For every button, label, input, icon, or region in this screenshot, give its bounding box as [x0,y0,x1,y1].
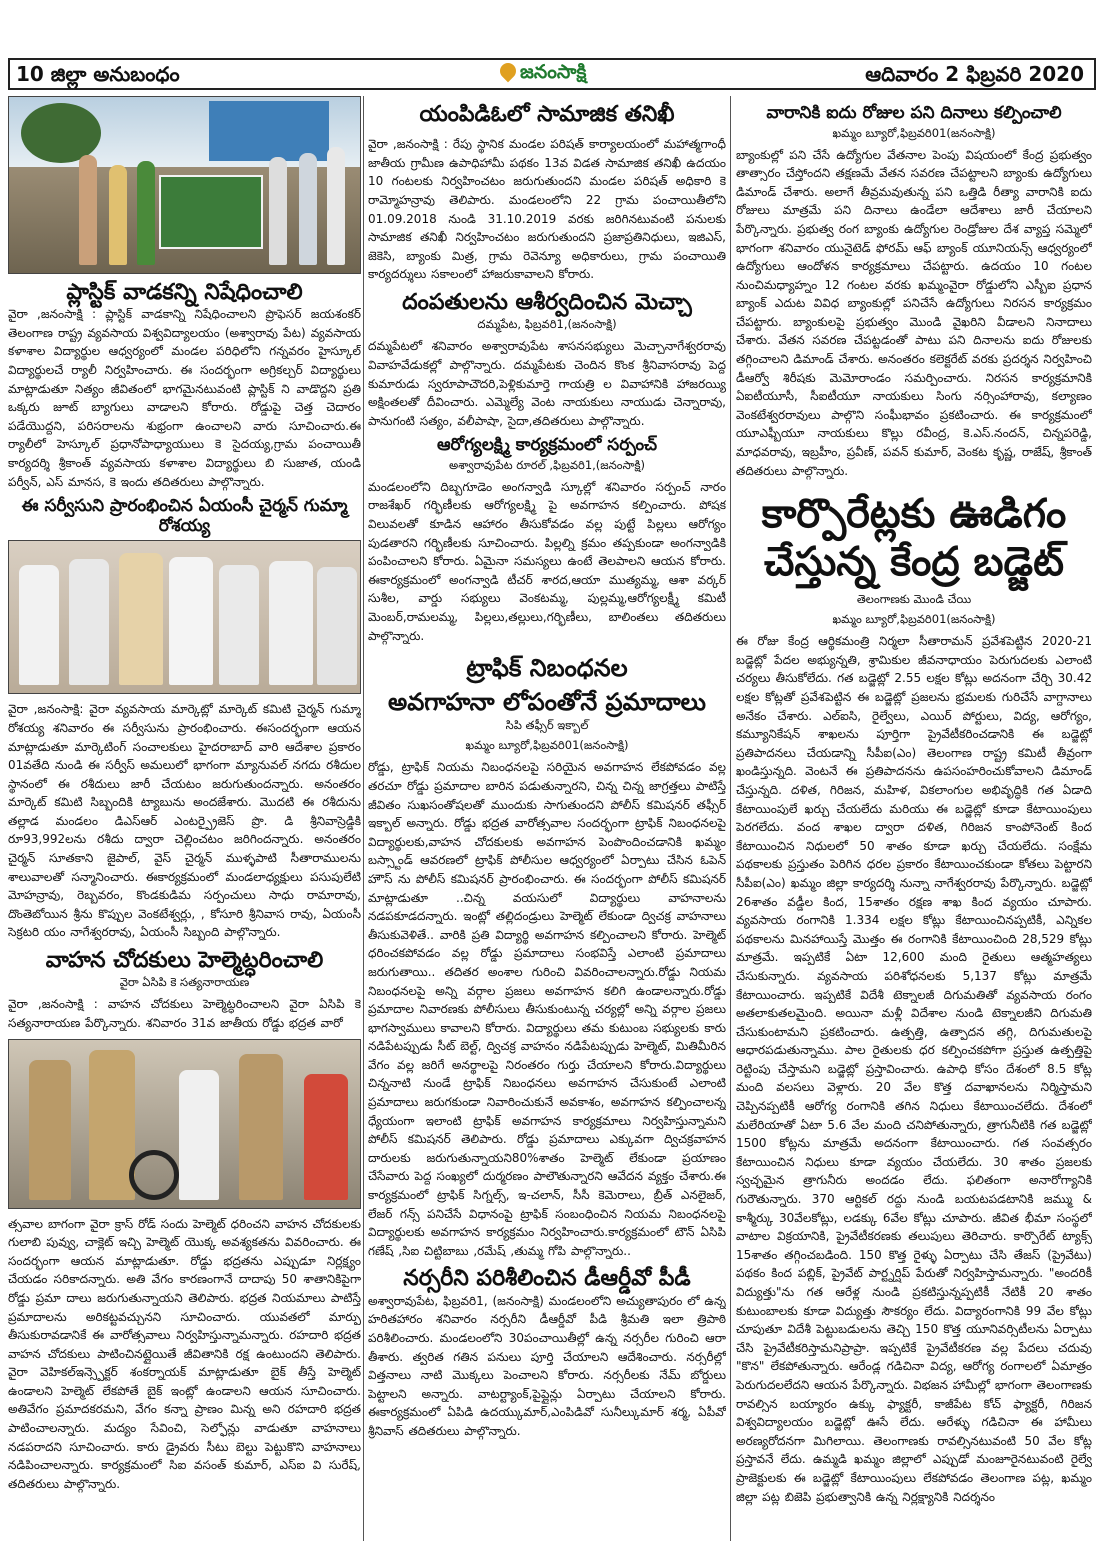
dateline-mla-wedding: దమ్మపేట, ఫిబ్రవరి1,(జనంసాక్షి) [477,317,617,332]
column-2 [368,96,726,1541]
article-arogyalakshmi: మండలంలోని దిబ్బగూడెం అంగన్వాడి స్కూల్లో శనివారం సర్పంచ్ నారం రాజశేఖర్ గర్భిణీలకు ఆరోగ్యలక్ష్మి పై అవగాహన కల్పించారు. పోషక విలువలతో కూడిన ఆహారం తీసుకోవడం వల్ల పుట్టే పిల్లలు ఆరోగ్యం పుడతారని గర్భిణీలకు సూచించారు. పిల్లల్ని క్రమం తప్పకుండా అంగన్వాడికి పంపించాలని కోరారు. ఏమైనా సమస్యలు ఉంటే తెలపాలని ఆయన కోరారు. ఈకార్యక్రమంలో అంగన్వాడి టీచర్ శారద,ఆయా ముత్యమ్మ, ఆశా వర్కర్ సుశీల, వార్డు సభ్యులు వెంకటమ్మ, పుల్లమ్మ,ఆరోగ్యలక్ష్మీ కమిటీ మెంబర్,రామలమ్మ, పిల్లలు,తల్లులు,గర్భిణీలు, బాలింతలు తదితరులు పాల్గొన్నారు. [368,479,726,643]
dateline-arogyalakshmi: అశ్వారావుపేట రూరల్ ,ఫిబ్రవరి1,(జనంసాక్షి) [449,457,645,472]
logo-icon [497,60,520,83]
column-1 [8,96,361,1541]
dateline-bank-strike: ఖమ్మం బ్యూరో,ఫిబ్రవరి01(జనంసాక్షి) [832,125,996,140]
article-helmet-part1: వైరా ,జనంసాక్షి : వాహన చోదకులు హెల్మెట్ధరించాలని వైరా ఏసిపి కె సత్యనారాయణ పేర్కొన్నారు. శనివారం 31వ జాతీయ రోడ్డు భద్రత వారో [8,997,361,1030]
newspaper-name: జనంసాక్షి [520,61,587,83]
newspaper-logo [500,61,586,88]
headline-budget-2: చేస్తున్న కేంద్ర బడ్జెట్ [763,539,1064,586]
photo-helmet-drive [8,1039,361,1209]
article-e-service: వైరా ,జనంసాక్షి: వైరా వ్యవసాయ మార్కెట్లో మార్కెట్ కమిటి చైర్మన్ గుమ్మా రోశయ్య శనివారం ఈ సర్వీసును ప్రారంభించారు. ఈసందర్భంగా ఆయన మాట్లాడుతూ మార్కెటింగ్ సంచాలకులు హైదరాబాద్ వారి ఆదేశాల ప్రకారం 01వతేది నుండి ఈ సర్వీస్ అమలులో భాగంగా మ్యానువల్ నగదు రశీదుల స్థానంలో ఈ రశీదులు జారీ చేయటం జరుగుతుందన్నారు. అనంతరం మార్కెట్ కమిటి సిబ్బందికి ట్యాబును అందజేశారు. మొదటి ఈ రశీదును తల్లాడ మండలం డిఎస్ఆర్ ఎంటర్ప్రైజెస్ ప్రొ. డి శ్రీనివాస్రెడ్డికి రూ93,992లను రశీదు ద్వారా చెల్లించటం జరిగిందన్నారు. అనంతరం చైర్మన్ సూతకాని జైపాల్, వైస్ చైర్మన్ ముళ్ళపాటి సీతారాములను శాలువాలతో సన్మానించారు. ఈకార్యక్రమంలో మండలాధ్యక్షులు పసుపులేటి మోహన్రావు, రెబ్బవరం, కొండకుడిమ సర్పంచులు సాధు రామారావు, దొంతెబోయిన శ్రీను కొప్పుల వెంకటేశ్వర్లు, , కోసూరి శ్రీనివాస రావు, ఏయంసీ సెక్రటరి యం నాగేశ్వరరావు, ఏయంసీ సిబ్బంది పాల్గొన్నారు. [8,702,361,940]
article-helmet-part2: త్సవాల బాగంగా వైరా క్రాస్ రోడ్ సందు హెల్మెట్ ధరించని వాహన చోదకులకు గులాబి పువ్వు, చాక్లెట్ ఇచ్చి హెల్మెట్ యొక్క అవశ్యకతను వివరించారు. ఈ సందర్భంగా ఆయన మాట్లాడుతూ. రోడ్డు భద్రతను ఎప్పుడూ నిర్లక్ష్యం చేయడం సరికాదన్నారు. అతి వేగం కారణంగానే దాదాపు 50 శాతానికిపైగా రోడ్డు ప్రమా దాలు జరుగుతున్నాయని తెలిపారు. భద్రత నియమాలు పాటిస్తే ప్రమాదాలను అరికట్టవచ్చునని సూచించారు. యువతలో మార్పు తీసుకురావడానికే ఈ వారోత్సవాలు నిర్వహిస్తున్నామన్నారు. రహదారి భద్రత వాహన చోదకులు పాటించినట్లైయితే జీవితానికి రక్ష ఉంటుందని తెలిపారు. వైరా వెహికల్ఇన్స్పెక్టర్ శంకర్నాయక్ మాట్లాడుతూ బైక్ తీస్తే హెల్మెట్ ఉండాలని హెల్మెట్ లేకపోతే బైక్ ఇంట్లో ఉండాలని ఆయన సూచించారు. అతివేగం ప్రమాదకరమని, వేగం కన్నా ప్రాణం మిన్న అని రహదారి భద్రత పాటించాలన్నారు. మద్యం సేవించి, సెల్ఫోన్లు వాడుతూ వాహనాలు నడపరాదని సూచించారు. కారు డ్రైవరు సీటు బెల్టు పెట్టుకొని వాహనాలు నడిపించాలన్నారు. కార్యక్రమంలో సిఐ వసంత్ కుమార్, ఎస్ఐ వి సురేష్, తదితరులు పాల్గొన్నారు. [8,1216,361,1491]
column-divider [363,96,364,1541]
page-number-section: 10 జిల్లా అనుబంధం [16,62,180,86]
dateline-traffic: ఖమ్మం బ్యూరో,ఫిబ్రవరి01(జనంసాక్షి) [465,738,629,753]
article-traffic: రోడ్డు, ట్రాఫిక్ నియమ నిబంధనలపై సరియైన అవగాహన లేకపోవడం వల్ల తరచూ రోడ్డు ప్రమాదాల బారిన పడుతున్నారని, చిన్న చిన్న జాగ్రత్తలు పాటిస్తే జీవితం సుఖసంతోషలతో ముందుకు సాగుతుందని పోలీస్ కమిషనర్ తఫ్సీర్ ఇక్బాల్ అన్నారు. రోడ్డు భద్రత వారోత్సవాల సందర్భంగా ట్రాఫిక్ నిబంధనలపై విద్యార్థులకు,వాహన చోదకులకు అవగాహన పెంపొందించడానికి ఖమ్మం బస్స్టాండ్ ఆవరణలో ట్రాఫిక్ పోలీసుల ఆధ్వర్యంలో ఏర్పాటు చేసిన ఓపెన్ హౌస్ ను పోలీస్ కమిషనర్ ప్రారంభించారు. ఈ సందర్భంగా పోలీస్ కమిషనర్ మాట్లాడుతూ ..చిన్న వయసులో విద్యార్థులు వాహనాలను నడపకూడదన్నారు. ఇంట్లో తల్లిదండ్రులు హెల్మెట్ లేకుండా ద్విచక్ర వాహనాలు తీసుకువెళితే.. వారికి ప్రతి విద్యార్థి అవగాహన కల్పించాలని కోరారు. హెల్మెట్ ధరించకపోవడం వల్ల రోడ్డు ప్రమాదాలు సంభవిస్తే ఎలాంటి ప్రమాదాలు జరుగుతాయి.. తదితర అంశాల గురించి వివరించాలన్నారు.రోడ్డు నియమ నిబంధనలపై అన్ని వర్గాల ప్రజలు అవగాహన కలిగి ఉండాలన్నారు.రోడ్డు ప్రమాదాల నివారణకు పోలీసులు తీసుకుంటున్న చర్యల్లో అన్ని వర్గాల ప్రజలు భాగస్వాములు కావాలని కోరారు. విద్యార్థులు తమ కుటుంబ సభ్యులకు కారు నడిపేటప్పుడు సీట్ బెల్ట్, ద్విచక్ర వాహనం నడిపేటప్పుడు హెల్మెట్, మితిమీరిన వేగం వల్ల జరిగే అనర్థాలపై నిరంతరం గుర్తు చేయాలని కోరారు.విద్యార్థులు చిన్ననాటి నుండే ట్రాఫిక్ నిబంధనలు అవగాహన చేసుకుంటే ఎలాంటి ప్రమాదాలు జరుగకుండా నివారించుకునే అవకాశం, అవగాహన కల్పించాలన్న ధ్యేయంగా ఇలాంటి ట్రాఫిక్ అవగాహన కార్యక్రమాలు నిర్వహిస్తున్నామని పోలీస్ కమిషనర్ తెలిపారు. రోడ్డు ప్రమాదాలు ఎక్కువగా ద్విచక్రవాహన దారులకు జరుగుతున్నాయని80%శాతం హెల్మెట్ లేకుండా ప్రయాణం చేసేవారు పెద్ద సంఖ్యలో దుర్మరణం పాలౌతున్నారని ఆవేదన వ్యక్తం చేశారు.ఈ కార్యక్రమంలో ట్రాఫిక్ సిగ్నల్స్, ఇ-చలాన్, సీసీ కెమెరాలు, బ్రీత్ ఎనలైజర్, లేజర్ గన్స్ పనిచేసే విధానంపై ట్రాఫిక్ సంబంధించిన నియమ నిబంధనలపై విద్యార్థులకు అవగాహన కార్యక్రమం నిర్వహించారు.కార్యక్రమంలో టౌన్ ఏసిపి గణేష్ ,సిఐ చిట్టిబాబు ,రమేష్ ,తుమ్మ గోపి పాల్గొన్నారు.. [368,760,726,1258]
article-plastic-ban: వైరా ,జనంసాక్షి : ప్లాస్టిక్ వాడకాన్ని నిషేధించాలని ప్రొఫెసర్ జయశంకర్ తెలంగాణ రాష్ట్ర వ్యవసాయ విశ్వవిద్యాలయం (అశ్వారావు పేట) వ్యవసాయ కళాశాల విద్యార్థుల ఆధ్వర్యంలో మండల పరిధిలోని గన్నవరం హైస్కూల్ విద్యార్థులచే ర్యాలీ నిర్వహించారు. ఈ సందర్భంగా అగ్రికల్చర్ విద్యార్థులు మాట్లాడుతూ నిత్యం జీవితంలో భాగమైనటువంటి ప్లాస్టిక్ ని వాడొద్దని ప్రతి ఒక్కరు జూట్ బ్యాగులు వాడాలని కోరారు. రోడ్డుపై చెత్త చెదారం పడేయొద్దని, పరిసరాలను శుభ్రంగా ఉంచాలని వారు సూచించారు.ఈ ర్యాలీలో హెస్కూల్ ప్రధానోపాధ్యాయులు కె సైదయ్య,గ్రామ పంచాయితీ కార్యదర్శి శ్రీకాంత్ వ్యవసాయ కళాశాల విద్యార్థులు బి సుజాత, యండి పర్వీన్, ఎస్ మానస, కె ఇందు తదితరులు పాల్గొన్నారు. [8,307,361,489]
column-divider [730,96,731,1541]
article-nursery: అశ్వారావుపేట, ఫిబ్రవరి1, (జనంసాక్షి) మండలంలోని అచ్యుతాపురం లో ఉన్న హరితహారం శనివారం నర్సరీని డీఆర్డీవో పీడి శ్రీమతి ఇలా త్రిపాఠి పరిశీలించారు. మండలంలోని 30పంచాయితీల్లో ఉన్న నర్సరీల గురించి ఆరా తీశారు. త్వరిత గతిన పనులు పూర్తి చేయాలని ఆదేశించారు. నర్సరీల్లో విత్తనాలు నాటి మొక్కలు పెంచాలని కోరారు. నర్సరీలకు నేమ్ బోర్డులు పెట్టాలని అన్నారు. వాటర్ట్యాంక్,పైప్లైన్లు ఏర్పాటు చేయాలని కోరారు. ఈకార్యక్రమంలో ఏపిడి ఉదయ్కుమార్,ఎంపిడివో సునీల్కుమార్ శర్మ, ఏపీవో శ్రీనివాస్ తదితరులు పాల్గొన్నారు. [368,1293,726,1438]
headline-social-audit: యంపిడిఓలో సామాజిక తనిఖీ [419,102,675,127]
dateline-budget-sub: తెలంగాణకు మొండి చేయి [856,592,972,607]
headline-helmet: వాహన చోదకులు హెల్మెట్ధరించాలి [45,948,324,974]
article-bank-strike: బ్యాంకుల్లో పని చేసే ఉద్యోగుల వేతనాల పెంపు విషయంలో కేంద్ర ప్రభుత్వం తాత్సారం చేస్తోందని తక్షణమే వేతన సవరణ చేపట్టాలని బ్యాంకు ఉద్యోగులు డిమాండ్ చేశారు. అలాగే తీవ్రమవుతున్న పని ఒత్తిడి రీత్యా వారానికి ఐదు రోజులు మాత్రమే పని దినాలు ఉండేలా ఆదేశాలు జారీ చేయాలని పేర్కొన్నారు. ప్రభుత్వ రంగ బ్యాంకు ఉద్యోగుల రెండ్రోజుల దేశ వ్యాప్త సమ్మెలో భాగంగా శనివారం యునైటెడ్ ఫోరమ్ ఆఫ్ బ్యాంక్ యూనియన్స్ ఆధ్వర్యంలో ఉద్యోగులు ఆందోళన కార్యక్రమాలు చేపట్టారు. ఉదయం 10 గంటల నుంచిమధ్యాహ్నం 12 గంటల వరకు ఖమ్మంవైరా రోడ్డులోని ఎస్బీఐ ప్రధాన బ్యాంక్ ఎదుట వివిధ బ్యాంకుల్లో పనిచేసే ఉద్యోగులు నిరసన కార్యక్రమం చేపట్టారు. బ్యాంకులపై ప్రభుత్వం మొండి వైఖరిని వీడాలని నినాదాలు చేశారు. వేతన సవరణ చేపట్టడంతో పాటు పని దినాలను ఐదు రోజులకు తగ్గించాలని డిమాండ్ చేశారు. అనంతరం కలెక్టరేట్ వరకు ప్రదర్శన నిర్వహించి డీఆర్వో శిరీషకు మెమోరాండం సమర్పించారు. నిరసన కార్యక్రమానికి ఏఐటీయూసీ, సీఐటీయూ నాయకులు సింగు నర్సింహారావు, కల్యాణం వెంకటేశ్వరరావులు పాల్గొని సంఘీభావం ప్రకటించారు. ఈ కార్యక్రమంలో యూఎఫ్బీయూ నాయకులు కొల్లు రవీంద్ర, కె.ఎస్.నందన్, చిన్నపరెడ్డి, మాధవరావు, ఇబ్రహీం, ప్రవీణ్, పవన్ కుమార్, వెంకట కృష్ణ, రాజేష్, శ్రీకాంత్ తదితరులు పాల్గొన్నారు. [736,147,1092,478]
masthead [8,58,1096,90]
article-budget: ఈ రోజు కేంద్ర ఆర్థికమంత్రి నిర్మలా సీతారామన్ ప్రవేశపెట్టిన 2020-21 బడ్జెట్లో పేదల అభ్యున్నతి, శ్రామికుల జీవనాధాయం పెరుగుదలకు ఎలాంటి చర్యలు తీసుకోలేదు. గత బడ్జెట్లో 2.55 లక్షల కోట్లు అదనంగా చేర్చి 30.42 లక్షల కోట్లతో ప్రవేశపెట్టిన ఈ బడ్జెట్లో ప్రజలను భ్రమలకు గురిచేసే వాగ్దానాలు అనేకం చేశారు. ఎల్ఐసి, రైల్వేలు, ఎయిర్ పోర్టులు, విద్య, ఆరోగ్యం, కమ్యూనికేషన్ శాఖలను పూర్తిగా ప్రైవేటీకరించడానికి ఈ బడ్జెట్లో ప్రతిపాదనలు చేయడాన్ని సీపీఐ(ఎం) తెలంగాణ రాష్ట్ర కమిటీ తీవ్రంగా ఖండిస్తున్నది. వెంటనే ఈ ప్రతిపాదనను ఉపసంహరించుకోవాలని డిమాండ్ చేస్తున్నది. దళిత, గిరిజన, మహిళ, వికలాంగుల అభివృద్ధికి గత ఏడాది కేటాయింపులే ఖర్చు చేయలేదు మరియు ఈ బడ్జెట్లో కూడా కేటాయింపులు పెరగలేదు. వంద శాఖల ద్వారా దళిత, గిరిజన కాంపోనెంట్ కింద కేటాయించిన నిధులలో 50 శాతం కూడా ఖర్చు చేయలేదు. సంక్షేమ పథకాలకు ప్రస్తుతం పెరిగిన ధరల ప్రకారం కేటాయించకుండా కోతలు పెట్టారని సీపీఐ(ఎం) ఖమ్మం జిల్లా కార్యదర్శి నున్నా నాగేశ్వరరావు పేర్కొన్నారు. బడ్జెట్లో 26శాతం వడ్డీల కింద, 15శాతం రక్షణ శాఖ కింద వ్యయం చూపారు. వ్యవసాయ రంగానికి 1.334 లక్షల కోట్లు కేటాయించినప్పటికీ, ఎన్నికల పథకాలను మినహాయిస్తే మొత్తం ఈ రంగానికి కేటాయించింది 28,529 కోట్లు మాత్రమే. ఇప్పటికే ఏటా 12,600 మంది రైతులు ఆత్మహత్యలు చేసుకున్నారు. వ్యవసాయ పరిశోధనలకు 5,137 కోట్లు మాత్రమే కేటాయించారు. ఇప్పటికే విదేశీ టెక్నాలజీ దిగుమతితో వ్యవసాయ రంగం అతలాకుతలమైంది. అయినా మళ్లీ విదేశాల నుండి టెక్నాలజీని దిగుమతి చేసుకుంటామని ప్రకటించారు. ఉత్పత్తి, ఉత్పాదన తగ్గి, దిగుమతులపై ఆధారపడుతున్నాము. పాల రైతులకు ధర కల్పించకపోగా ప్రస్తుత ఉత్పత్తిపై రెట్టింపు చేస్తామని బడ్జెట్లో ప్రస్తావించారు. ఉపాధి కోసం దేశంలో 8.5 కోట్ల మంది వలసలు వెళ్లారు. 20 వేల కొత్త దవాఖానలను నిర్మిస్తామని చెప్పినప్పటికీ ఆరోగ్య రంగానికి తగిన నిధులు కేటాయించలేదు. దేశంలో మలేరియాతో ఏటా 5.6 వేల మంది చనిపోతున్నారు, త్రాగునీటికి గత బడ్జెట్లో 1500 కోట్లను మాత్రమే అదనంగా కేటాయించారు. గత సంవత్సరం కేటాయించిన నిధులు కూడా వ్యయం చేయలేదు. 30 శాతం ప్రజలకు స్వచ్ఛమైన త్రాగునీరు అందడం లేదు. ఫలితంగా అనారోగ్యానికి గురౌతున్నారు. 370 ఆర్టికల్ రద్దు నుండి బయటపడటానికి జమ్ము & కాశ్మీర్కు 30వేలకోట్లు, లడక్కు 6వేల కోట్లు చూపారు. జీవిత భీమా సంస్థలో వాటాల విక్రయానికి, ప్రైవేటీకరణకు తలుపులు తెరిచారు. కార్పొరేట్ ట్యాక్స్ 15శాతం తగ్గించబడింది. 150 కొత్త రైళ్ళు ఏర్పాటు చేసి తేజస్ (ప్రైవేటు) పథకం కింద పబ్లిక్, ప్రైవేట్ పార్ట్నర్షిప్ పేరుతో నిర్వహిస్తామన్నారు. "అందరికీ విద్యుత్తు"ను గత ఆరేళ్ల నుండి ప్రకటిస్తున్నప్పటికీ నేటికీ 20 శాతం కుటుంబాలకు కూడా విద్యుత్తు సౌకర్యం లేదు. విద్యారంగానికి 99 వేల కోట్లు చూపుతూ విదేశీ పెట్టుబడులను తెచ్చి 150 కొత్త యూనివర్సిటీలను ఏర్పాటు చేసి ప్రైవేటీకరిస్తామనిప్రాప్రా. ఇప్పటికే ప్రైవేటీకరణ వల్ల పేదలు చదువు "కొన" లేకపోతున్నారు. ఆరేండ్ల గడిచినా విద్య, ఆరోగ్య రంగాలలో ఏమాత్రం పెరుగుదలలేదని ఆయన పేర్కొన్నారు. విభజన హామీల్లో భాగంగా తెలంగాణకు రావల్సిన బయ్యారం ఉక్కు ఫ్యాక్టరీ, కాజీపేట కోచ్ ఫ్యాక్టరీ, గిరిజన విశ్వవిద్యాలయం బడ్జెట్లో ఊసే లేదు. ఆరేళ్ళు గడిచినా ఈ హామీలు అరణ్యరోదనగా మిగిలాయి. తెలంగాణకు రావల్సినటువంటి 50 వేల కోట్ల ప్రస్తావనే లేదు. ఉమ్మడి ఖమ్మం జిల్లాలో ఎప్పుడో మంజూరైనటువంటి రైల్వే ప్రాజెక్టులకు ఈ బడ్జెట్లో కేటాయింపులు లేకపోవడం తెలంగాణ పట్ల, ఖమ్మం జిల్లా పట్ల బిజెపి ప్రభుత్వానికి ఉన్న నిర్లక్ష్యానికి నిదర్శనం [736,634,1092,1504]
issue-date: ఆదివారం 2 ఫిబ్రవరి 2020 [865,62,1084,86]
photo-rally [8,96,361,274]
headline-mla-wedding: దంపతులను ఆశీర్వదించిన మెచ్చా [402,290,692,316]
headline-bank-strike: వారానికి ఐదు రోజుల పని దినాలు కల్పించాలి [766,103,1062,123]
photo-felicitation [8,540,361,694]
headline-plastic-ban: ప్లాస్టిక్ వాడకన్ని నిషేధించాలి [66,280,303,305]
dateline-helmet: వైరా ఏసిపి కె సత్యనారాయణ [119,975,250,990]
article-mla-wedding: దమ్మపేటలో శనివారం అశ్వారావుపేట శాసనసభ్యులు మెచ్చానాగేశ్వరరావు వివాహవేడుకల్లో పాల్గొన్నారు. దమ్మపేటకు చెందిన కొంక శ్రీనివాసరావు పెద్ద కుమారుడు స్వరూపాచౌదరి,పెళ్లికుమార్తె గాయత్రి ల వివాహానికి హాజరయ్యి అక్షింతలతో దీవించారు. ఎమ్మెల్యే వెంట నాయకులు నాయుడు చెన్నారావు, పానుగంటి సత్యం, వలీపాషా, సైదా,తదితరులు పాల్గొన్నారు. [368,339,726,428]
headline-nursery: నర్సరీని పరిశీలించిన డీఆర్డీవో పీడీ [403,1266,691,1292]
column-3 [736,96,1092,1541]
dateline-budget: ఖమ్మం బ్యూరో,ఫిబ్రవరి01(జనంసాక్షి) [832,612,996,627]
headline-arogyalakshmi: ఆరోగ్యలక్ష్మి కార్యక్రమంలో సర్పంచ్ [436,435,658,456]
article-social-audit: వైరా ,జనంసాక్షి : రేపు స్థానిక మండల పరిషత్ కార్యాలయంలో మహాత్మగాంధీ జాతీయ గ్రామీణ ఉపాధిహామీ పథకం 13వ విడత సామాజిక తనిఖీ ఉదయం 10 గంటలకు నిర్వహించటం జరుగుతుందని మండల పరిషత్ అధికారి కె రామ్మోహన్రావు తెలిపారు. మండలంలోని 22 గ్రామ పంచాయితీలోని 01.09.2018 నుండి 31.10.2019 వరకు జరిగినటువంటి పనులకు సామాజిక తనిఖీ నిర్వహించటం జరుగుతుందని ప్రజాప్రతినిధులు, ఇజిఎస్, జెకెసి, బ్యాంకు మిత్ర, గ్రామ రెవెన్యూ అధికారులు, గ్రామ పంచాయితి కార్యదర్శులు సకాలంలో హాజరుకావాలని కోరారు. [368,137,726,282]
headline-e-service: ఈ సర్వీసుని ప్రారంభించిన ఏయంసీ చైర్మన్ గుమ్మా రోశయ్య [21,496,348,536]
headline-traffic-1: ట్రాఫిక్ నిబంధనల [466,654,628,683]
headline-traffic-2: అవగాహనా లోపంతోనే ప్రమాదాలు [388,687,706,716]
dateline-traffic-source: సిపి తఫ్సీర్ ఇక్బాల్ [505,718,589,733]
headline-budget-1: కార్పొరేట్లకు ఊడిగం [761,491,1067,538]
